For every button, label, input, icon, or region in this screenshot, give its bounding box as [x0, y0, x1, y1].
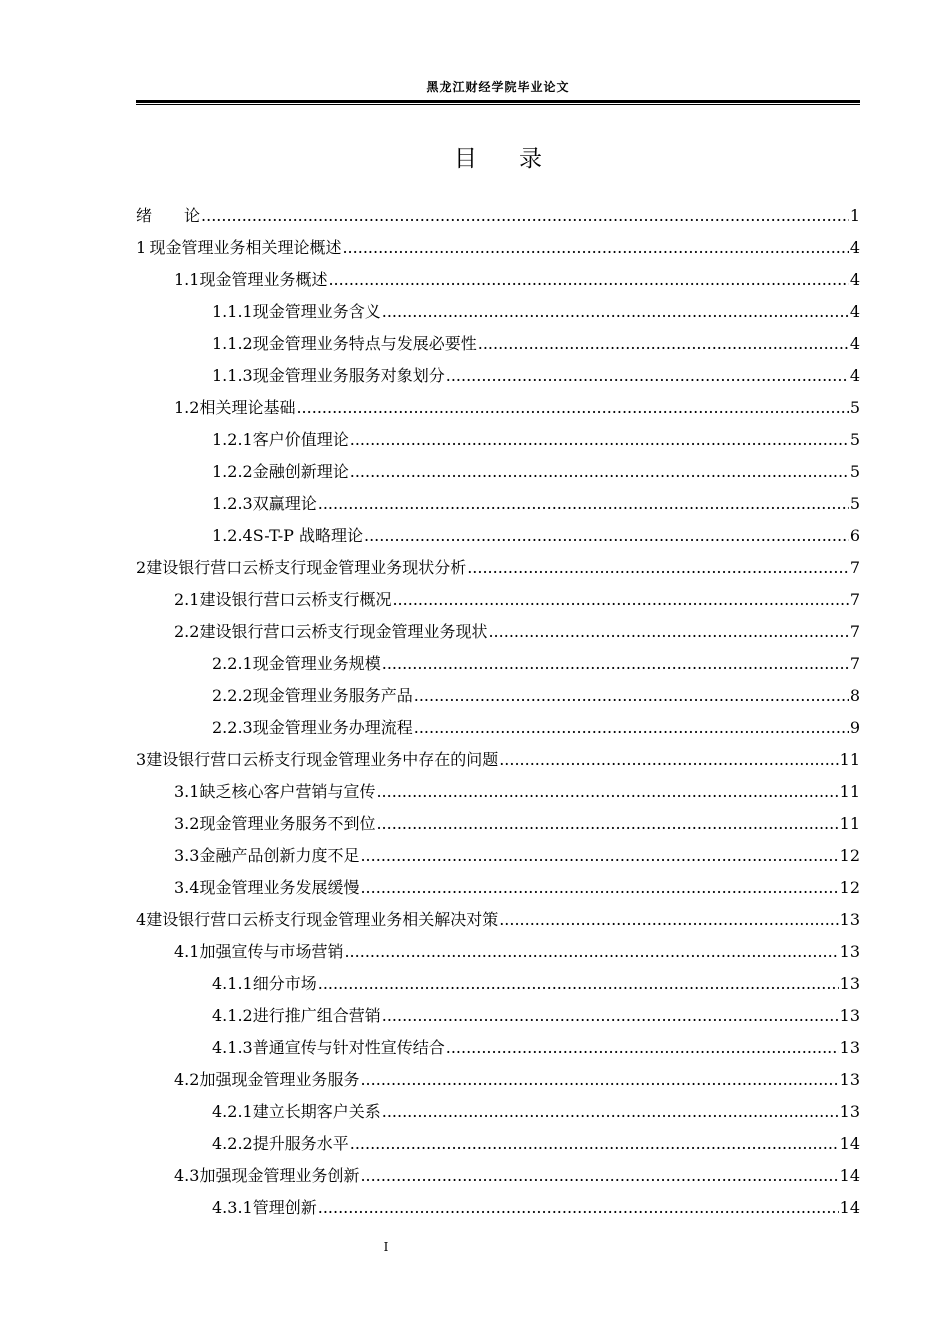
toc-entry[interactable] — [136, 296, 860, 328]
toc-entry-number: 2.2 — [174, 622, 200, 641]
toc-entry-number: 3.3 — [174, 846, 200, 865]
toc-entry-label: 现金管理业务服务产品 — [252, 686, 413, 705]
toc-entry-number: 1.2.4 — [212, 526, 253, 545]
toc-dot-leader — [342, 232, 848, 264]
toc-entry-number: 1 — [136, 238, 147, 257]
toc-entry-page: 11 — [839, 750, 860, 769]
running-header: 黑龙江财经学院毕业论文 — [426, 80, 570, 94]
toc-list — [136, 200, 860, 1224]
toc-entry-number: 3.1 — [174, 782, 200, 801]
toc-dot-leader — [467, 552, 849, 584]
toc-entry-page: 7 — [849, 654, 860, 673]
toc-entry-label: 进行推广组合营销 — [252, 1006, 381, 1025]
toc-entry-number: 1.2.2 — [212, 462, 253, 481]
toc-entry[interactable] — [136, 936, 860, 968]
toc-entry-label: 加强宣传与市场营销 — [199, 942, 344, 961]
toc-entry-page: 4 — [849, 334, 860, 353]
toc-entry-label: 建设银行营口云桥支行现金管理业务现状 — [199, 622, 488, 641]
toc-entry-page: 5 — [849, 398, 860, 417]
toc-entry-number: 2.1 — [174, 590, 200, 609]
toc-dot-leader — [318, 968, 839, 1000]
toc-entry-label: 现金管理业务含义 — [252, 302, 381, 321]
toc-entry-number: 4.1.1 — [212, 974, 253, 993]
toc-entry-page: 4 — [849, 238, 860, 257]
toc-entry-label: 客户价值理论 — [252, 430, 349, 449]
toc-dot-leader — [414, 712, 849, 744]
toc-entry-label: 建设银行营口云桥支行现金管理业务相关解决对策 — [146, 910, 499, 929]
toc-dot-leader — [499, 744, 838, 776]
toc-entry-label: 建设银行营口云桥支行概况 — [199, 590, 392, 609]
toc-entry[interactable] — [136, 712, 860, 744]
toc-entry-page: 4 — [849, 270, 860, 289]
toc-title-right: 录 — [519, 146, 542, 172]
toc-dot-leader — [446, 360, 849, 392]
toc-dot-leader — [328, 264, 848, 296]
toc-entry-number: 4.1.3 — [212, 1038, 253, 1057]
toc-entry[interactable] — [136, 776, 860, 808]
toc-entry-label: 相关理论基础 — [199, 398, 296, 417]
toc-entry[interactable] — [136, 424, 860, 456]
toc-entry[interactable] — [136, 1000, 860, 1032]
toc-entry[interactable] — [136, 744, 860, 776]
toc-entry-page: 13 — [839, 910, 860, 929]
page-number: I — [383, 1240, 389, 1254]
toc-entry-label: S-T-P 战略理论 — [252, 526, 363, 545]
toc-entry-number: 1.2.1 — [212, 430, 253, 449]
toc-entry-page: 5 — [849, 430, 860, 449]
toc-entry[interactable] — [136, 840, 860, 872]
toc-entry-page: 7 — [849, 622, 860, 641]
toc-entry-label: 金融创新理论 — [252, 462, 349, 481]
toc-entry-page: 12 — [839, 846, 860, 865]
toc-entry[interactable] — [136, 968, 860, 1000]
toc-title-left: 目 — [454, 146, 477, 172]
toc-entry-page: 13 — [839, 1102, 860, 1121]
toc-entry-number: 4.3 — [174, 1166, 200, 1185]
toc-dot-leader — [360, 1064, 838, 1096]
toc-entry-label: 建立长期客户关系 — [252, 1102, 381, 1121]
toc-entry[interactable] — [136, 200, 860, 232]
toc-dot-leader — [382, 1096, 839, 1128]
toc-entry-page: 4 — [849, 302, 860, 321]
toc-entry-label: 管理创新 — [252, 1198, 317, 1217]
toc-entry-number: 4.3.1 — [212, 1198, 253, 1217]
toc-dot-leader — [318, 1192, 839, 1224]
toc-entry[interactable] — [136, 232, 860, 264]
toc-dot-leader — [364, 520, 849, 552]
toc-entry-label: 现金管理业务规模 — [252, 654, 381, 673]
toc-entry[interactable] — [136, 456, 860, 488]
toc-entry-label: 现金管理业务办理流程 — [252, 718, 413, 737]
toc-entry-number: 2.2.3 — [212, 718, 253, 737]
toc-entry[interactable] — [136, 648, 860, 680]
toc-entry-number: 4.1 — [174, 942, 200, 961]
toc-entry-label: 缺乏核心客户营销与宣传 — [199, 782, 376, 801]
toc-entry-page: 5 — [849, 494, 860, 513]
toc-dot-leader — [382, 648, 849, 680]
toc-entry-page: 7 — [849, 558, 860, 577]
toc-entry-label: 加强现金管理业务创新 — [199, 1166, 360, 1185]
toc-dot-leader — [360, 1160, 838, 1192]
toc-dot-leader — [318, 488, 849, 520]
toc-entry[interactable] — [136, 328, 860, 360]
toc-dot-leader — [488, 616, 848, 648]
toc-entry-page: 11 — [839, 782, 860, 801]
toc-entry-number: 4.1.2 — [212, 1006, 253, 1025]
toc-title — [136, 140, 860, 174]
toc-entry[interactable] — [136, 360, 860, 392]
toc-entry[interactable] — [136, 616, 860, 648]
toc-entry[interactable] — [136, 808, 860, 840]
toc-entry-number: 3.4 — [174, 878, 200, 897]
toc-entry-number: 4.2.1 — [212, 1102, 253, 1121]
toc-entry-label: 建设银行营口云桥支行现金管理业务中存在的问题 — [146, 750, 499, 769]
toc-dot-leader — [382, 1000, 839, 1032]
toc-entry-page: 7 — [849, 590, 860, 609]
toc-entry-label: 建设银行营口云桥支行现金管理业务现状分析 — [146, 558, 467, 577]
toc-entry-number: 4.2.2 — [212, 1134, 253, 1153]
toc-entry-label: 绪 论 — [136, 206, 201, 225]
toc-entry-number: 3.2 — [174, 814, 200, 833]
toc-entry-number: 1.1.2 — [212, 334, 253, 353]
toc-entry-number: 2.2.1 — [212, 654, 253, 673]
toc-entry[interactable] — [136, 392, 860, 424]
toc-entry-number: 1.2.3 — [212, 494, 253, 513]
toc-entry-page: 1 — [849, 206, 860, 225]
toc-entry-page: 14 — [839, 1198, 860, 1217]
toc-entry-page: 13 — [839, 1070, 860, 1089]
toc-dot-leader — [414, 680, 849, 712]
toc-dot-leader — [478, 328, 849, 360]
toc-entry-number: 1.1.3 — [212, 366, 253, 385]
header-rule-thin — [136, 104, 860, 105]
toc-dot-leader — [201, 200, 849, 232]
toc-entry-page: 9 — [849, 718, 860, 737]
toc-entry-label: 细分市场 — [252, 974, 317, 993]
toc-entry-page: 13 — [839, 1038, 860, 1057]
toc-entry-label: 现金管理业务发展缓慢 — [199, 878, 360, 897]
toc-entry-page: 14 — [839, 1166, 860, 1185]
toc-entry-label: 普通宣传与针对性宣传结合 — [252, 1038, 445, 1057]
toc-entry[interactable] — [136, 552, 860, 584]
toc-entry[interactable] — [136, 1128, 860, 1160]
toc-dot-leader — [360, 872, 838, 904]
toc-entry-number: 4.2 — [174, 1070, 200, 1089]
toc-entry-label: 双赢理论 — [252, 494, 317, 513]
toc-entry[interactable] — [136, 1192, 860, 1224]
toc-entry-label: 加强现金管理业务服务 — [199, 1070, 360, 1089]
toc-entry-number: 2 — [136, 558, 147, 577]
toc-entry[interactable] — [136, 1096, 860, 1128]
toc-entry-label: 现金管理业务服务对象划分 — [252, 366, 445, 385]
toc-entry[interactable] — [136, 1032, 860, 1064]
toc-entry-page: 4 — [849, 366, 860, 385]
toc-entry[interactable] — [136, 904, 860, 936]
toc-dot-leader — [350, 1128, 839, 1160]
toc-entry[interactable] — [136, 584, 860, 616]
toc-entry-page: 11 — [839, 814, 860, 833]
header-rule-thick — [136, 100, 860, 103]
toc-entry[interactable] — [136, 680, 860, 712]
toc-dot-leader — [446, 1032, 839, 1064]
toc-entry-page: 13 — [839, 974, 860, 993]
toc-dot-leader — [296, 392, 848, 424]
toc-dot-leader — [350, 424, 849, 456]
toc-entry-label: 现金管理业务服务不到位 — [199, 814, 376, 833]
toc-dot-leader — [382, 296, 849, 328]
toc-entry-number: 1.1 — [174, 270, 200, 289]
toc-entry-label: 提升服务水平 — [252, 1134, 349, 1153]
toc-entry-label: 金融产品创新力度不足 — [199, 846, 360, 865]
toc-dot-leader — [376, 776, 838, 808]
toc-entry-number: 2.2.2 — [212, 686, 253, 705]
toc-entry[interactable] — [136, 488, 860, 520]
toc-dot-leader — [350, 456, 849, 488]
toc-entry-page: 14 — [839, 1134, 860, 1153]
toc-entry-label: 现金管理业务特点与发展必要性 — [252, 334, 477, 353]
toc-entry-number: 4 — [136, 910, 147, 929]
toc-entry-page: 13 — [839, 942, 860, 961]
toc-entry-page: 12 — [839, 878, 860, 897]
toc-dot-leader — [392, 584, 848, 616]
toc-entry-label: 现金管理业务相关理论概述 — [149, 238, 342, 257]
toc-entry-number: 1.2 — [174, 398, 200, 417]
toc-entry-page: 13 — [839, 1006, 860, 1025]
toc-entry[interactable] — [136, 520, 860, 552]
toc-entry[interactable] — [136, 1160, 860, 1192]
toc-entry[interactable] — [136, 872, 860, 904]
toc-entry-number: 3 — [136, 750, 147, 769]
toc-dot-leader — [376, 808, 838, 840]
toc-entry-number: 1.1.1 — [212, 302, 253, 321]
toc-entry-page: 5 — [849, 462, 860, 481]
toc-dot-leader — [360, 840, 838, 872]
toc-entry-label: 现金管理业务概述 — [199, 270, 328, 289]
toc-dot-leader — [499, 904, 838, 936]
toc-entry-page: 6 — [849, 526, 860, 545]
toc-entry[interactable] — [136, 1064, 860, 1096]
toc-entry[interactable] — [136, 264, 860, 296]
toc-entry-page: 8 — [849, 686, 860, 705]
toc-dot-leader — [344, 936, 838, 968]
